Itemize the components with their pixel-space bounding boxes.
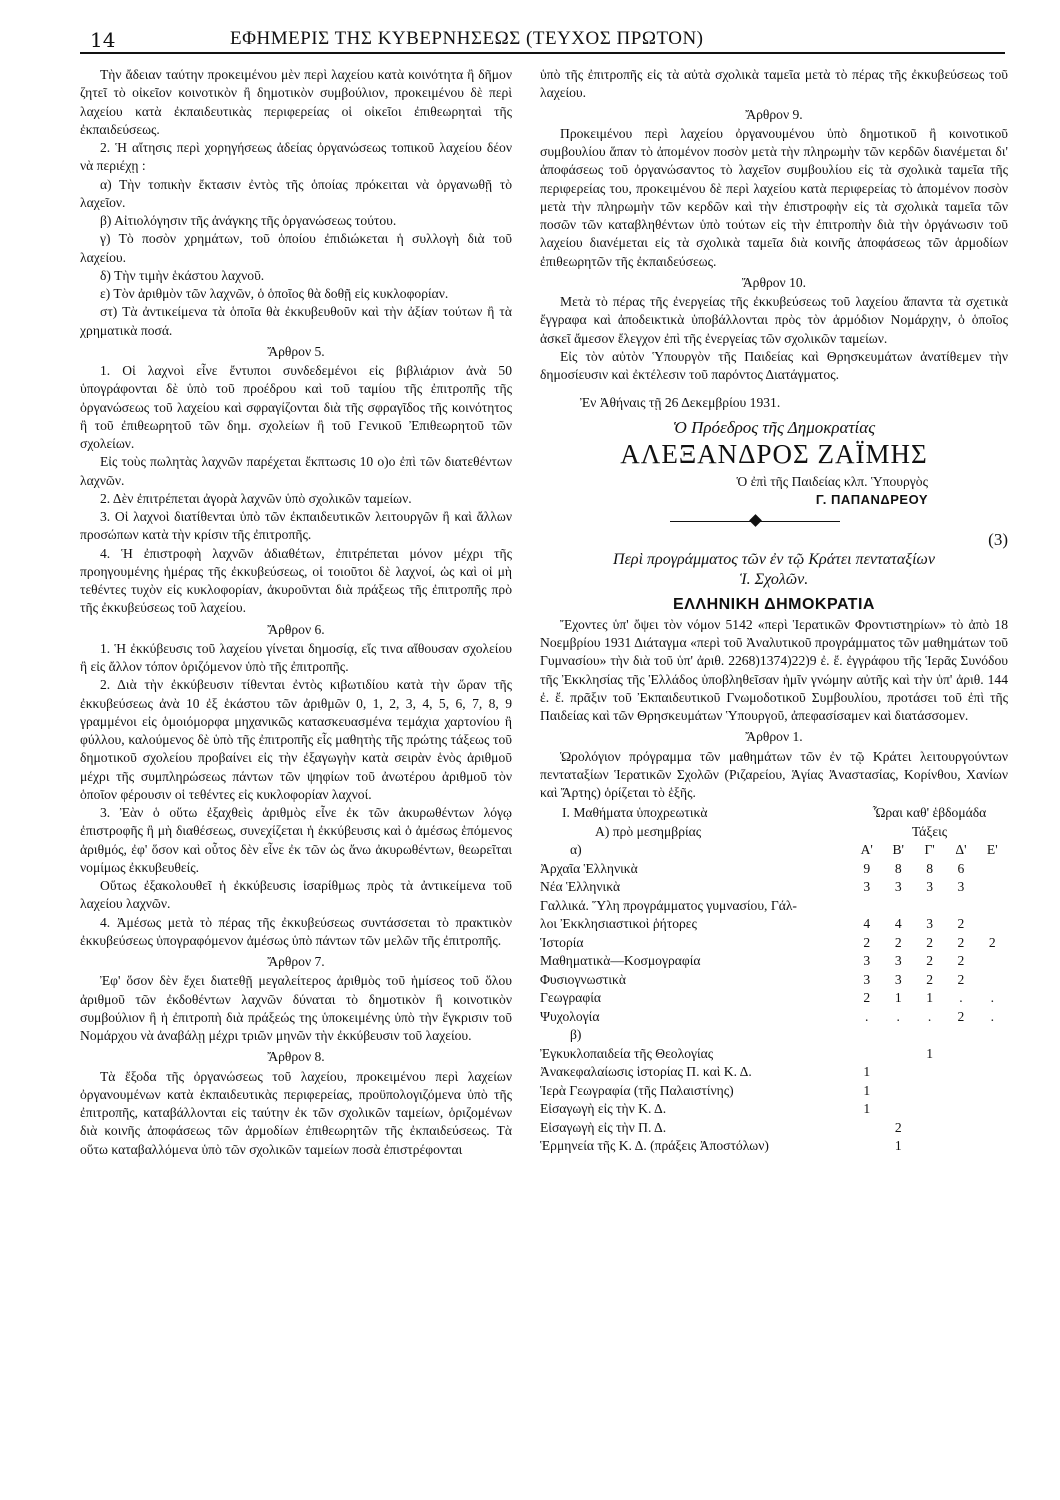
hours-cell: 1 xyxy=(926,990,933,1006)
gazette-title: ΕΦΗΜΕΡΙΣ ΤΗΣ ΚΥΒΕΡΝΗΣΕΩΣ (ΤΕΥΧΟΣ ΠΡΩΤΟΝ) xyxy=(230,28,704,49)
paragraph: 2. Ἡ αἴτησις περὶ χορηγήσεως ἀδείας ὀργανώσεως τοπικοῦ λαχείου δέον νὰ περιέχῃ : xyxy=(80,140,512,174)
hours-cell xyxy=(977,1137,1008,1156)
hours-cell xyxy=(977,1082,1008,1101)
subject-cell: Γαλλικά. Ὕλη προγράμματος γυμνασίου, Γάλ- xyxy=(540,897,797,913)
paragraph: 3. Ἐὰν ὁ οὕτω ἐξαχθεὶς ἀριθμὸς εἶνε ἐκ τῶν ἀκυρωθέντων λόγῳ ἐπιστροφῆς ἢ μὴ διαθέσεως, συνεχίζεται ἡ ἐκκύβευσις καὶ ὁ ἀμέσως ἑπόμενος ἀριθμός, ἐφ' ὅσον καὶ οὗτος δὲν εἶνε ἐκ τῶν ὡς ἄνω ἀκυρωθέντων, θεωρεῖται νομίμως ἐκκυβευθείς. xyxy=(80,805,512,875)
class-header: Ε' xyxy=(986,842,998,858)
decree-subject-line-2: Ἱ. Σχολῶν. xyxy=(739,570,809,588)
republic-heading: ΕΛΛΗΝΙΚΗ ΔΗΜΟΚΡΑΤΙΑ xyxy=(673,595,875,613)
paragraph: 2. Δὲν ἐπιτρέπεται ἀγορὰ λαχνῶν ὑπὸ σχολικῶν ταμείων. xyxy=(100,490,412,506)
hours-cell xyxy=(851,897,883,916)
hours-cell: 2 xyxy=(926,971,933,987)
hours-cell: 1 xyxy=(863,1101,871,1117)
hours-cell: 2 xyxy=(894,934,902,950)
hours-cell: 3 xyxy=(863,879,871,895)
president-name: ΑΛΕΞΑΝΔΡΟΣ ΖΑΪΜΗΣ xyxy=(620,438,928,469)
paragraph: Τὰ ἔξοδα τῆς ὀργανώσεως τοῦ λαχείου, προκειμένου περὶ λαχείων ὀργανουμένων κατὰ ἐκπαιδευτικὰς περιφερείας, προϋπολογιζόμενα ὑπὸ τῆς ἐπιτροπῆς, καταβάλλονται εἰς ταύτην ἐκ τῶν σχολικῶν ταμείων, ὁριζομένων διὰ κοινῆς ἀποφάσεως τῶν ἁρμοδίων ἐπιθεωρητῶν τῆς ἐκπαιδεύσεως. Τὰ οὕτω καταβαλλόμενα ὑπὸ τῶν σχολικῶν ταμείων ποσὰ ἐπιστρέφονται xyxy=(80,1068,512,1157)
hours-cell: . xyxy=(990,1008,995,1024)
paragraph: Ἐφ' ὅσον δὲν ἔχει διατεθῇ μεγαλείτερος ἀριθμὸς τοῦ ἡμίσεος τοῦ ὅλου ἀριθμοῦ τῶν ἐκδοθέντων λαχνῶν δύναται τὸ δημοτικὸν ἢ κοινοτικὸν συμβούλιον ἢ ἡ ἐπιτροπὴ διὰ πράξεώς της ὑποκειμένης ὑπὸ τὴν ἔγκρισιν τοῦ Νομάρχου νὰ ἀναβάλῃ μέχρι τριῶν μηνῶν τὴν ἐκκύβευσιν τοῦ λαχείου. xyxy=(80,973,512,1043)
subject-cell: Ἱερὰ Γεωγραφία (τῆς Παλαιστίνης) xyxy=(540,1082,734,1098)
paragraph: ὑπὸ τῆς ἐπιτροπῆς εἰς τὰ αὐτὰ σχολικὰ ταμεῖα μετὰ τὸ πέρας τῆς ἐκκυβεύσεως τοῦ λαχείου. xyxy=(540,67,1008,101)
hours-cell xyxy=(914,1082,945,1101)
class-header: Β' xyxy=(892,842,904,858)
classes-label: Τάξεις xyxy=(911,823,948,839)
hours-cell xyxy=(883,1100,914,1119)
subject-cell: Νέα Ἑλληνικὰ xyxy=(540,879,621,895)
paragraph: στ) Τὰ ἀντικείμενα τὰ ὁποῖα θὰ ἐκκυβευθοῦν καὶ τὴν ἀξίαν τούτων ἢ τὰ χρηματικὰ ποσά. xyxy=(80,304,512,338)
hours-cell xyxy=(914,1137,945,1156)
hours-cell: 3 xyxy=(863,971,871,987)
schedule-row xyxy=(540,1100,1008,1119)
subject-cell: Ἐγκυκλοπαιδεία τῆς Θεολογίας xyxy=(540,1045,714,1061)
hours-cell: 3 xyxy=(894,953,902,969)
hours-cell xyxy=(977,1100,1008,1119)
diamond-ornament-icon xyxy=(749,514,762,527)
hours-cell: 2 xyxy=(957,971,965,987)
article-heading: Ἄρθρον 9. xyxy=(745,106,803,122)
hours-cell xyxy=(883,1082,914,1101)
schedule-header-row xyxy=(540,841,1008,860)
hours-cell: 3 xyxy=(926,879,933,895)
paragraph: 4. Ἡ ἐπιστροφὴ λαχνῶν ἀδιαθέτων, ἐπιτρέπεται μόνον μέχρι τῆς προηγουμένης ἡμέρας τῆς ἐκκυβεύσεως, οἱ τοιοῦτοι δὲ λαχνοί, ὡς καὶ οἱ μὴ τεθέντες τυχὸν εἰς κυκλοφορίαν, ἀκυροῦνται διὰ πράξεως τῆς ἐπιτροπῆς πρὸ τῆς ἐκκυβεύσεως τοῦ λαχείου. xyxy=(80,545,512,616)
subject-cell: Ἀνακεφαλαίωσις ἱστορίας Π. καὶ Κ. Δ. xyxy=(540,1064,752,1080)
minister-name: Γ. ΠΑΠΑΝΔΡΕΟΥ xyxy=(815,492,928,507)
schedule-row xyxy=(540,915,1008,934)
group-a-label: α) xyxy=(570,842,582,858)
page-number: 14 xyxy=(90,28,116,52)
subject-cell: Εἰσαγωγὴ εἰς τὴν Π. Δ. xyxy=(540,1119,667,1135)
section-label: Ι. Μαθήματα ὑποχρεωτικὰ xyxy=(562,805,708,821)
hours-cell xyxy=(945,1100,976,1119)
schedule-header-row xyxy=(540,1026,1008,1045)
schedule-row xyxy=(540,1008,1008,1027)
hours-cell xyxy=(945,1119,976,1138)
schedule-row xyxy=(540,860,1008,879)
subject-cell: Φυσιογνωστικὰ xyxy=(540,971,626,987)
hours-cell: 3 xyxy=(894,971,902,987)
schedule-table xyxy=(540,804,1008,1156)
hours-cell: 3 xyxy=(863,953,871,969)
hours-cell: 1 xyxy=(894,990,902,1006)
morning-label: Α) πρὸ μεσημβρίας xyxy=(595,823,702,839)
schedule-row xyxy=(540,1082,1008,1101)
schedule-header-row xyxy=(540,823,1008,842)
section-divider xyxy=(540,515,1008,529)
class-header: Δ' xyxy=(955,842,967,858)
subject-cell: Μαθηματικὰ—Κοσμογραφία xyxy=(540,953,701,969)
schedule-group-a xyxy=(540,860,1008,1027)
hours-cell: 3 xyxy=(957,879,965,895)
hours-cell: 2 xyxy=(926,934,933,950)
minister-line: Ὁ ἐπὶ τῆς Παιδείας κλπ. Ὑπουργὸς xyxy=(736,473,928,489)
hours-cell: 2 xyxy=(957,934,965,950)
paragraph: Μετὰ τὸ πέρας τῆς ἐνεργείας τῆς ἐκκυβεύσεως τοῦ λαχείου ἅπαντα τὰ σχετικὰ ἔγγραφα καὶ ἀποδεικτικὰ ὑποβάλλονται πρὸς τὸν ἁρμόδιον Νομάρχην, ὁ ὁποῖος ἀσκεῖ ἄμεσον ἔλεγχον ἐπὶ τῆς ἐνεργείας τῶν σχολικῶν ταμείων. xyxy=(540,294,1008,346)
hours-cell xyxy=(977,897,1008,916)
hours-cell xyxy=(883,1045,914,1064)
article-heading: Ἄρθρον 10. xyxy=(741,274,807,290)
hours-cell xyxy=(977,1119,1008,1138)
hours-cell xyxy=(914,1119,945,1138)
hours-cell: 2 xyxy=(926,953,933,969)
hours-cell xyxy=(945,1082,976,1101)
decree-number: (3) xyxy=(988,530,1008,550)
paragraph: ε) Τὸν ἀριθμὸν τῶν λαχνῶν, ὁ ὁποῖος θὰ δοθῇ εἰς κυκλοφορίαν. xyxy=(100,286,449,301)
hours-cell xyxy=(914,1063,945,1082)
hours-cell: 2 xyxy=(957,1008,965,1024)
hours-cell xyxy=(977,860,1008,879)
hours-cell: . xyxy=(927,1008,932,1024)
hours-cell: . xyxy=(990,990,995,1006)
subject-cell: Ψυχολογία xyxy=(540,1008,600,1024)
hours-cell xyxy=(977,878,1008,897)
paragraph: 1. Ἡ ἐκκύβευσις τοῦ λαχείου γίνεται δημοσίᾳ, εἴς τινα αἴθουσαν σχολείου ἢ εἰς ἄλλον τόπον ὁριζόμενον ὑπὸ τῆς ἐπιτροπῆς. xyxy=(80,640,512,674)
hours-cell: 2 xyxy=(863,934,871,950)
subject-cell: Ἑρμηνεία τῆς Κ. Δ. (πράξεις Ἀποστόλων) xyxy=(540,1138,769,1154)
class-header: Γ' xyxy=(924,842,935,858)
hours-cell: 3 xyxy=(894,879,902,895)
paragraph: Ὡρολόγιον πρόγραμμα τῶν μαθημάτων τῶν ἐν τῷ Κράτει λειτουργούντων πενταταξίων Ἱερατικῶν Σχολῶν (Ριζαρείου, Ἁγίας Ἀναστασίας, Κορίνθου, Χανίων καὶ Ἄρτης) ὁρίζεται τὸ ἑξῆς. xyxy=(540,748,1008,800)
hours-cell xyxy=(977,971,1008,990)
schedule-row xyxy=(540,897,1008,916)
hours-header: Ὧραι καθ' ἑβδομάδα xyxy=(872,805,987,821)
paragraph: Προκειμένου περὶ λαχείου ὀργανουμένου ὑπὸ δημοτικοῦ ἢ κοινοτικοῦ συμβουλίου ἅπαν τὸ ἀπομένον ποσὸν μετὰ τὴν πληρωμὴν τῶν κερδῶν διανέμεται δι' ἀποφάσεως τοῦ ὀργανώσαντος τὸ λαχεῖον συμβουλίου εἰς τὰ σχολικὰ ταμεῖα τῆς περιφερείας του, προκειμένου δὲ περὶ λαχείου κατὰ περιφερείας τὸ ἀπομένον ποσὸν μετὰ τὴν πληρωμὴν τῶν κερδῶν καὶ τὴν ἐπιστροφὴν εἰς τὰ σχολικὰ ταμεῖα τῶν ποσῶν τῶν καταβληθέντων ὑπὸ τούτων εἰς τὴν ἐπιτροπὴν διὰ τὴν ὀργάνωσιν τοῦ λαχείου διανέμεται εἰς τὰ σχολικὰ ταμεῖα διὰ κοινῆς ἀποφάσεως τῶν ἁρμοδίων ἐπιθεωρητῶν τῆς ἐκπαιδεύσεως. xyxy=(540,125,1008,269)
paragraph: γ) Τὸ ποσὸν χρημάτων, τοῦ ὁποίου ἐπιδιώκεται ἡ συλλογὴ διὰ τοῦ λαχείου. xyxy=(80,231,512,265)
schedule-row xyxy=(540,878,1008,897)
paragraph: Οὕτως ἐξακολουθεῖ ἡ ἐκκύβευσις ἰσαρίθμως πρὸς τὰ ἀντικείμενα τοῦ λαχείου λαχνῶν. xyxy=(80,878,512,912)
subject-cell: Ἱστορία xyxy=(540,934,584,950)
subject-cell: Γεωγραφία xyxy=(540,990,602,1006)
schedule-row xyxy=(540,989,1008,1008)
paragraph: Εἰς τοὺς πωλητὰς λαχνῶν παρέχεται ἔκπτωσις 10 ο)ο ἐπὶ τῶν διατεθέντων λαχνῶν. xyxy=(80,454,512,488)
subject-cell: Ἀρχαῖα Ἑλληνικὰ xyxy=(540,860,638,876)
decree-subject-line-1: Περὶ προγράμματος τῶν ἐν τῷ Κράτει πενταταξίων xyxy=(613,550,935,568)
schedule-row xyxy=(540,1137,1008,1156)
hours-cell xyxy=(914,897,945,916)
hours-cell xyxy=(945,1063,976,1082)
schedule-header-row xyxy=(540,804,1008,823)
hours-cell xyxy=(851,1137,883,1156)
paragraph: α) Τὴν τοπικὴν ἔκτασιν ἐντὸς τῆς ὁποίας πρόκειται νὰ ὀργανωθῇ τὸ λαχεῖον. xyxy=(80,176,512,210)
class-header: Α' xyxy=(860,842,873,858)
article-heading: Ἄρθρον 1. xyxy=(745,729,803,745)
hours-cell: 9 xyxy=(863,860,871,876)
hours-cell: . xyxy=(896,1008,900,1024)
schedule-row xyxy=(540,1063,1008,1082)
schedule-row xyxy=(540,971,1008,990)
hours-cell xyxy=(851,1119,883,1138)
hours-cell xyxy=(945,897,976,916)
paragraph: 1. Οἱ λαχνοὶ εἶνε ἔντυποι συνδεδεμένοι εἰς βιβλιάριον ἀνὰ 50 ὑπογράφονται δὲ ὑπὸ τοῦ προέδρου καὶ τοῦ ταμίου τῆς ἐπιτροπῆς τῆς ὀργανώσεως τοῦ λαχείου καὶ σφραγίζονται διὰ τῆς σφραγῖδος τῆς κοινότητος ἢ τοῦ ἐπιθεωρητοῦ τῶν δημ. σχολείων ἢ τοῦ Γενικοῦ Ἐπιθεωρητοῦ τῶν σχολείων. xyxy=(80,363,512,451)
subject-cell: Εἰσαγωγὴ εἰς τὴν Κ. Δ. xyxy=(540,1101,667,1117)
hours-cell: 6 xyxy=(957,860,965,876)
hours-cell xyxy=(883,897,914,916)
right-column xyxy=(540,66,1008,1156)
hours-cell: 2 xyxy=(957,916,965,932)
signing-date: Ἐν Ἀθήναις τῇ 26 Δεκεμβρίου 1931. xyxy=(580,395,781,411)
schedule-row xyxy=(540,934,1008,953)
hours-cell xyxy=(977,1063,1008,1082)
article-heading: Ἄρθρον 8. xyxy=(267,1049,325,1065)
hours-cell xyxy=(851,1045,883,1064)
hours-cell: 4 xyxy=(894,916,902,932)
hours-cell xyxy=(945,1045,976,1064)
subject-cell: λοι Ἐκκλησιαστικοὶ ῥήτορες xyxy=(540,916,697,932)
paragraph: Εἰς τὸν αὐτὸν Ὑπουργὸν τῆς Παιδείας καὶ Θρησκευμάτων ἀνατίθεμεν τὴν δημοσίευσιν καὶ ἐκτέλεσιν τοῦ παρόντος Διατάγματος. xyxy=(540,348,1008,382)
hours-cell: 8 xyxy=(926,860,933,876)
article-heading: Ἄρθρον 7. xyxy=(267,954,325,969)
hours-cell: 2 xyxy=(863,990,871,1006)
hours-cell: 1 xyxy=(863,1064,871,1080)
paragraph: 4. Ἀμέσως μετὰ τὸ πέρας τῆς ἐκκυβεύσεως συντάσσεται τὸ πρακτικὸν ἐκκυβεύσεως ὑπογραφόμενον ἀμέσως ὑπὸ πάντων τῶν μελῶν τῆς ἐπιτροπῆς. xyxy=(80,914,512,948)
hours-cell xyxy=(945,1137,976,1156)
hours-cell: 2 xyxy=(957,953,965,969)
hours-cell xyxy=(977,952,1008,971)
hours-cell xyxy=(914,1100,945,1119)
hours-cell: 2 xyxy=(894,1119,902,1135)
hours-cell: 4 xyxy=(863,916,871,932)
schedule-group-b xyxy=(540,1045,1008,1156)
hours-cell: 3 xyxy=(926,916,933,932)
article-heading: Ἄρθρον 6. xyxy=(267,621,325,637)
paragraph: β) Αἰτιολόγησιν τῆς ἀνάγκης τῆς ὀργανώσεως τούτου. xyxy=(100,213,397,228)
paragraph: 3. Οἱ λαχνοὶ διατίθενται ὑπὸ τῶν ἐκπαιδευτικῶν λειτουργῶν ἢ καὶ ἄλλων προσώπων κατὰ τὴν κρίσιν τῆς ἐπιτροπῆς. xyxy=(80,509,512,543)
left-column xyxy=(80,66,512,1159)
hours-cell xyxy=(883,1063,914,1082)
paragraph: Ἔχοντες ὑπ' ὄψει τὸν νόμον 5142 «περὶ Ἱερατικῶν Φροντιστηρίων» τὸ ἀπὸ 18 Νοεμβρίου 1931 Διάταγμα «περὶ τοῦ Ἀναλυτικοῦ προγράμματος τῶν μαθημάτων τοῦ Γυμνασίου» τὴν διὰ τοῦ ὑπ' ἀριθ. 2268)1374)22)9 ἐ. ἔ. ἐγγράφου τῆς Ἱερᾶς Συνόδου τῆς Ἐκκλησίας τῆς Ἑλλάδος ὑποβληθεῖσαν ἡμῖν γνώμην αὐτῆς καὶ τὴν ὑπ' ἀριθ. 144 ἐ. ἔ. πρᾶξιν τοῦ Ἐκπαιδευτικοῦ Γνωμοδοτικοῦ Συμβουλίου, προτάσει τοῦ ἐπὶ τῆς Παιδείας καὶ τῶν Θρησκευμάτων Ὑπουργοῦ, ἀπεφασίσαμεν καὶ διατάσσομεν. xyxy=(540,616,1008,723)
hours-cell: 1 xyxy=(863,1082,871,1098)
hours-cell: 1 xyxy=(894,1138,902,1154)
hours-cell xyxy=(977,1045,1008,1064)
hours-cell xyxy=(977,915,1008,934)
paragraph: 2. Διὰ τὴν ἐκκύβευσιν τίθενται ἐντὸς κιβωτιδίου κατὰ τὴν ὥραν τῆς ἐκκυβεύσεως ἀνὰ 10 ἐξ ἑκάστου τῶν ἀριθμῶν 0, 1, 2, 3, 4, 5, 6, 7, 8, 9 γραμμένοι εἰς ὁμοιόμορφα μηχανικῶς κατασκευασμένα τεμάχια χαρτονίου ἢ φύλλου, καλούμενος δὲ ὑπὸ τῆς ἐπιτροπῆς εἷς μαθητὴς τῆς πρώτης τάξεως τοῦ δημοτικοῦ σχολείου προβαίνει εἰς τὴν ἐξαγωγὴν κατὰ σειρὰν ἑνὸς ἀριθμοῦ μέχρι τῆς συμπληρώσεως πάντων τῶν ψηφίων τοῦ ἀνωτέρου ἀριθμοῦ τὸν ὁποῖον φέρουσιν οἱ τεθέντες εἰς κυκλοφορίαν λαχνοί. xyxy=(80,677,512,802)
hours-cell: 1 xyxy=(926,1045,933,1061)
article-heading: Ἄρθρον 5. xyxy=(267,343,325,359)
hours-cell: 2 xyxy=(988,934,996,950)
paragraph: Τὴν ἄδειαν ταύτην προκειμένου μὲν περὶ λαχείου κατὰ κοινότητα ἢ δῆμον ζητεῖ τὸ οἰκεῖον κοινοτικὸν ἢ δημοτικὸν συμβούλιον, προκειμένου δὲ περὶ λαχείου κατὰ ἐκπαιδευτικὰς περιφερείας οἱ οἰκεῖοι ἐπιθεωρηταὶ τῆς ἐκπαιδεύσεως. xyxy=(80,67,512,137)
schedule-row xyxy=(540,1045,1008,1064)
president-title: Ὁ Πρόεδρος τῆς Δημοκρατίας xyxy=(672,417,876,437)
page-header xyxy=(80,22,1005,54)
schedule-row xyxy=(540,1119,1008,1138)
hours-cell: . xyxy=(865,1008,869,1024)
hours-cell: . xyxy=(959,990,963,1006)
group-b-label: β) xyxy=(570,1027,582,1043)
schedule-row xyxy=(540,952,1008,971)
hours-cell: 8 xyxy=(894,860,902,876)
paragraph: δ) Τὴν τιμὴν ἑκάστου λαχνοῦ. xyxy=(100,267,265,283)
